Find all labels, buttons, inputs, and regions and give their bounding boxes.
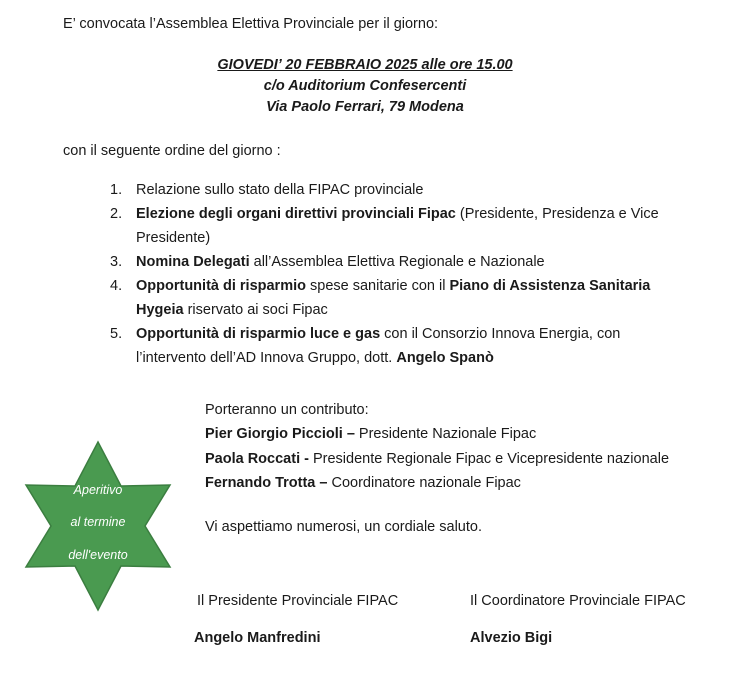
agenda-text: spese sanitarie con il (305, 278, 450, 294)
contributor-row (205, 447, 669, 471)
agenda-bold-text: Opportunità di risparmio luce e gas (136, 326, 381, 342)
contributor-name: Paola Roccati - (205, 450, 309, 467)
agenda-number: 4. (110, 278, 123, 294)
president-title: Il Presidente Provinciale FIPAC (197, 593, 399, 609)
president-name: Angelo Manfredini (194, 630, 321, 646)
agenda-text: Relazione sullo stato della FIPAC provinciale (136, 182, 424, 198)
agenda-text: all’Assemblea Elettiva Regionale e Nazionale (249, 254, 545, 270)
greeting-text: Vi aspettiamo numerosi, un cordiale saluto. (205, 519, 482, 535)
event-date: GIOVEDI’ 20 FEBBRAIO 2025 alle ore 15.00 (217, 57, 513, 73)
agenda-text: (Presidente, Presidenza e Vice (455, 206, 659, 222)
badge-line-2: al termine (70, 515, 126, 529)
agenda-number: 3. (110, 254, 123, 270)
agenda-bold-text: Elezione degli organi direttivi provinciali Fipac (136, 206, 456, 222)
agenda-list (110, 178, 710, 370)
aperitivo-badge (12, 440, 184, 612)
agenda-bold-text: Nomina Delegati (136, 254, 250, 270)
agenda-text: riservato ai soci Fipac (183, 302, 328, 318)
agenda-text: l’intervento dell’AD Innova Gruppo, dott. (136, 350, 397, 366)
contributor-role: Presidente Regionale Fipac e Vicepresidente nazionale (308, 450, 670, 467)
contributors-intro: Porteranno un contributo: (205, 402, 369, 418)
agenda-item-5 (110, 322, 710, 370)
agenda-bold-text: Hygeia (136, 302, 184, 318)
agenda-item-1 (110, 178, 710, 202)
agenda-item-4 (110, 274, 710, 322)
agenda-number: 2. (110, 206, 123, 222)
contributors-block (205, 398, 669, 495)
agenda-item-2 (110, 202, 710, 250)
contributor-row (205, 422, 669, 446)
contributor-row (205, 471, 669, 495)
agenda-intro: con il seguente ordine del giorno : (63, 143, 281, 159)
contributor-role: Coordinatore nazionale Fipac (327, 474, 521, 491)
contributor-name: Fernando Trotta – (205, 474, 328, 491)
event-venue: c/o Auditorium Confesercenti (263, 78, 467, 94)
badge-line-1: Aperitivo (73, 483, 123, 497)
agenda-bold-text: Piano di Assistenza Sanitaria (449, 278, 651, 294)
agenda-item-3 (110, 250, 710, 274)
agenda-number: 1. (110, 182, 123, 198)
agenda-bold-text: Opportunità di risparmio (136, 278, 306, 294)
intro-text: E’ convocata l’Assemblea Elettiva Provinciale per il giorno: (63, 16, 439, 32)
agenda-text: Presidente) (136, 230, 211, 246)
badge-line-3: dell'evento (68, 548, 128, 562)
agenda-text: con il Consorzio Innova Energia, con (380, 326, 621, 342)
agenda-number: 5. (110, 326, 123, 342)
agenda-bold-text: Angelo Spanò (396, 350, 494, 366)
event-address: Via Paolo Ferrari, 79 Modena (266, 99, 464, 115)
coordinator-title: Il Coordinatore Provinciale FIPAC (470, 593, 686, 609)
coordinator-name: Alvezio Bigi (470, 630, 553, 646)
contributor-name: Pier Giorgio Piccioli – (205, 426, 355, 443)
contributor-role: Presidente Nazionale Fipac (354, 426, 537, 443)
